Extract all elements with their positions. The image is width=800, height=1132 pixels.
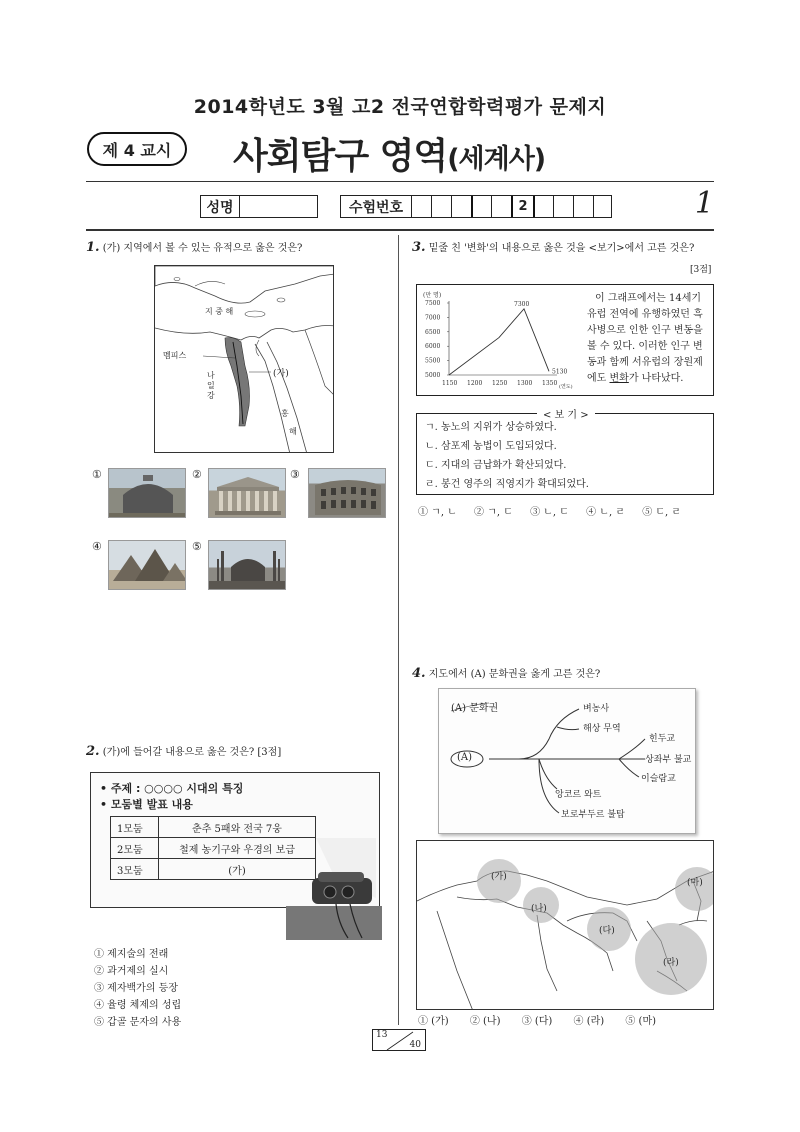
exam-number-cell[interactable] [431,196,451,217]
choice-3[interactable]: ③ (다) [521,1016,553,1027]
table-cell-group: 3모둠 [111,859,159,880]
choice-3[interactable]: ③ ㄴ, ㄷ [530,507,569,518]
option-marker: ② [192,468,202,481]
q4-choices [418,1012,670,1027]
choice-3[interactable]: ③ 제자백가의 등장 [94,983,178,994]
choice-4[interactable]: ④ ㄴ, ㄹ [586,507,625,518]
map-region-label: (다) [599,926,615,936]
choice-5[interactable]: ⑤ (마) [625,1016,657,1027]
map-label-sea: 홍 [281,409,289,418]
x-tick-label: 1150 [442,380,458,387]
chart-unit: (만 명) [423,292,442,299]
map-label-region: (가) [273,369,289,379]
exam-number-cell[interactable] [411,196,431,217]
exam-number-label: 수험번호 [341,196,411,217]
exam-number-cell: 2 [511,196,533,217]
exam-number-cell[interactable] [533,196,553,217]
chart-xlabel: (연도) [559,384,573,390]
choice-1[interactable]: ① 제지술의 전래 [94,949,169,960]
exam-number-cell[interactable] [573,196,593,217]
header-divider [86,229,714,231]
exam-number-cell[interactable] [471,196,491,217]
question-1 [86,240,302,257]
exam-number-cell[interactable] [451,196,471,217]
description-line: 사병으로 인한 인구 변동을 [587,325,703,336]
page-counter [372,1029,426,1051]
question-4 [412,666,600,683]
option-marker: ③ [290,468,300,481]
q3-choices [418,503,695,518]
y-tick-label: 5000 [425,372,441,379]
y-tick-label: 7000 [425,314,441,322]
y-tick-label: 5500 [425,357,441,365]
bogi-item: ㄱ. 농노의 지위가 상승하였다. [425,422,557,433]
description-line: 동과 함께 서유럽의 장원제 [587,357,703,368]
choice-1[interactable]: ① ㄱ, ㄴ [418,507,457,518]
q2-choices [94,946,181,1031]
description-line: 이 그래프에서는 14세기 [595,293,702,304]
option-5-photo[interactable] [208,540,286,590]
question-number: 2. [86,744,100,759]
description-line: 유럽 전역에 유행하였던 흑 [587,309,703,320]
bogi-item: ㄴ. 삼포제 농법이 도입되었다. [425,441,557,452]
option-4-photo[interactable] [108,540,186,590]
table-cell-group: 2모둠 [111,838,159,859]
map-label-sea: 지 중 해 [205,307,234,316]
choice-1[interactable]: ① (가) [418,1016,449,1027]
chart-end-label: 5130 [552,368,568,376]
chart-peak-label: 7300 [514,300,530,308]
population-chart [421,289,583,393]
option-2-photo[interactable] [208,468,286,518]
table-cell-content: 춘추 5패와 전국 7웅 [159,817,316,838]
question-number: 4. [412,666,426,681]
header-line [86,181,714,182]
choice-4[interactable]: ④ 율령 체제의 성립 [94,1000,182,1011]
name-label: 성명 [201,196,239,217]
tree-item: 벼농사 [583,704,610,714]
subject-sub: (세계사) [447,144,546,175]
table-cell-group: 1모둠 [111,817,159,838]
choice-2[interactable]: ② 과거제의 실시 [94,966,169,977]
x-tick-label: 1300 [517,380,533,387]
choice-4[interactable]: ④ (라) [573,1016,605,1027]
world-map [416,840,714,1010]
exam-number-cell[interactable] [553,196,573,217]
option-1-photo[interactable] [108,468,186,518]
projector-icon [86,768,386,940]
option-marker: ① [92,468,102,481]
map-region-label: (가) [491,872,507,882]
tree-item: 상좌부 불교 [645,755,692,765]
x-tick-label: 1350 [542,380,558,387]
culture-tree [438,688,696,834]
q3-figure-box [416,284,714,396]
map-label-sea: 해 [289,427,297,436]
description-line: 에도 변화가 나타났다. [587,373,684,384]
subject-title [233,128,545,179]
question-text: (가)에 들어갈 내용으로 옳은 것은? [3점] [102,747,282,758]
column-divider [398,235,399,1025]
y-tick-label: 6500 [425,328,441,336]
bogi-item: ㄷ. 지대의 금납화가 확산되었다. [425,460,567,471]
page-number: 1 [694,186,714,221]
name-field[interactable] [239,196,317,217]
map-label-river: 나 [207,371,215,380]
bogi-box [416,410,714,495]
map-label-river: 강 [207,391,215,400]
underlined-word: 변화 [609,373,629,384]
exam-number-box [340,195,612,218]
subject-main: 사회탐구 영역 [233,136,448,177]
choice-2[interactable]: ② ㄱ, ㄷ [474,507,513,518]
exam-number-cell[interactable] [491,196,511,217]
table-cell-content: (가) [159,859,316,880]
points-badge: [3점] [690,265,712,275]
option-marker: ⑤ [192,540,202,553]
bogi-item: ㄹ. 봉건 영주의 직영지가 확대되었다. [425,479,589,490]
q3-description [587,291,703,387]
tree-item: 해상 무역 [583,724,621,734]
board-subtopic: • 모둠별 발표 내용 [100,798,193,811]
question-number: 3. [412,240,426,255]
choice-5[interactable]: ⑤ ㄷ, ㄹ [642,507,682,518]
map-region-label: (라) [663,958,679,968]
tree-item: 이슬람교 [641,774,676,784]
choice-5[interactable]: ⑤ 갑골 문자의 사용 [94,1017,182,1028]
bogi-title: < 보 기 > [537,406,595,421]
egypt-map [154,265,334,453]
question-3 [412,240,694,257]
page-current: 13 [376,1030,388,1040]
table-cell-content: 철제 농기구와 우경의 보급 [159,838,316,859]
page-total: 40 [409,1040,421,1050]
option-marker: ④ [92,540,102,553]
tree-item: 앙코르 와트 [555,790,602,800]
map-label-river: 일 [207,381,215,390]
population-line [449,309,549,375]
tree-title: (A) 문화권 [451,703,499,714]
exam-number-cell[interactable] [593,196,611,217]
y-tick-label: 7500 [425,300,441,307]
map-label-city: 멤피스 [163,351,187,360]
presentation-illustration [86,768,386,940]
question-text: (가) 지역에서 볼 수 있는 유적으로 옳은 것은? [102,243,303,254]
tree-item: 보로부두르 불탑 [561,810,625,820]
exam-title: 2014학년도 3월 고2 전국연합학력평가 문제지 [193,96,607,118]
x-tick-label: 1200 [467,380,483,387]
description-line: 볼 수 있다. 이러한 인구 변 [587,341,703,352]
option-3-photo[interactable] [308,468,386,518]
map-region-label: (마) [687,878,703,888]
name-box [200,195,318,218]
bogi-list [425,418,589,494]
board-topic: • 주제 : ○○○○ 시대의 특징 [100,782,244,795]
y-tick-label: 6000 [425,343,441,351]
tree-root: (A) [457,752,473,763]
question-number: 1. [86,240,100,255]
map-region-label: (나) [531,904,547,914]
period-badge: 제 4 교시 [87,132,187,166]
question-text: 지도에서 (A) 문화권을 옳게 고른 것은? [428,669,601,680]
question-text: 밑줄 친 '변화'의 내용으로 옳은 것을 <보기>에서 고른 것은? [428,243,695,254]
question-2 [86,744,281,761]
x-tick-label: 1250 [492,380,508,387]
choice-2[interactable]: ② (나) [469,1016,501,1027]
tree-item: 힌두교 [649,734,676,744]
